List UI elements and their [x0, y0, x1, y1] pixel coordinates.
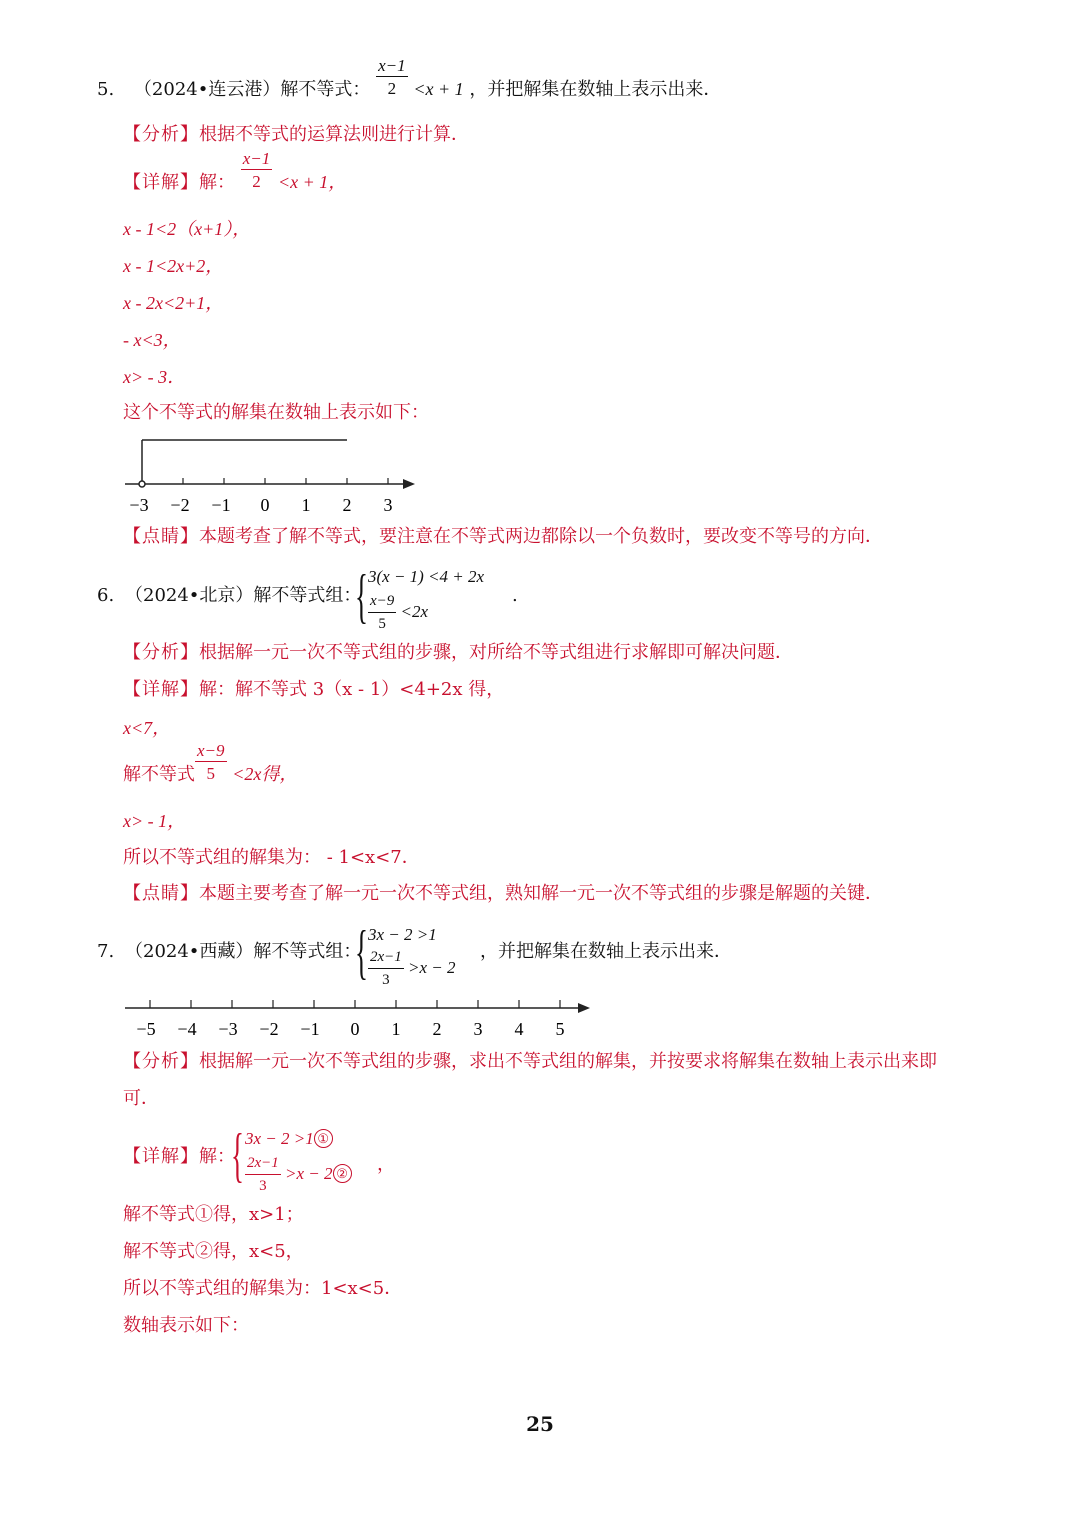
q7-detail [123, 1148, 235, 1166]
q5-step-3: x - 2x<2+1， [123, 293, 224, 313]
q5-comment [123, 528, 883, 546]
q5-analysis [123, 126, 469, 144]
q7-analysis-text-1: 根据解一元一次不等式组的步骤，求出不等式组的解集，并按要求将解集在数轴上表示出来即 [199, 1051, 937, 1072]
q5-step-2: x - 1<2x+2， [123, 256, 224, 276]
q7-detail-mark-1: ① [314, 1129, 333, 1148]
q5-analysis-text: 根据不等式的运算法则进行计算． [199, 124, 469, 145]
q7-number: 7. [97, 941, 115, 962]
q7-axis-label: 1 [391, 1019, 401, 1039]
q6-system-frac-denominator: 5 [378, 616, 386, 632]
q7-detail-tag: 【详解】 [123, 1146, 199, 1167]
q5-axis-arrow [403, 479, 415, 489]
q5-comment-text: 本题考查了解不等式，要注意在不等式两边都除以一个负数时，要改变不等号的方向． [199, 526, 883, 547]
q6-source: （2024•北京）解不等式组： [125, 585, 362, 606]
q6-detail [123, 681, 504, 699]
q5-detail-frac-numerator: x−1 [242, 149, 271, 168]
q7-axis-arrow [578, 1003, 590, 1013]
q7-analysis-tag: 【分析】 [123, 1051, 199, 1072]
q5-comment-tag: 【点睛】 [123, 526, 199, 547]
q5-step-4: - x<3， [123, 330, 181, 350]
q5-detail-intro: 解： [199, 172, 235, 193]
q7-analysis-text-2: 可． [123, 1088, 159, 1109]
q5-fraction [376, 57, 408, 97]
q6-analysis-text: 根据解一元一次不等式组的步骤，对所给不等式组进行求解即可解决问题． [199, 642, 793, 663]
page-number: 25 [526, 1412, 554, 1436]
q6-step-3: x> - 1， [123, 811, 186, 831]
q7-system-line-1: 3x − 2 >1 [368, 925, 437, 944]
q5-number-line [115, 430, 425, 520]
q5-axis-label: −3 [129, 495, 149, 515]
q7-detail-line-2 [245, 1155, 352, 1195]
q6-system-line-2 [368, 593, 428, 633]
q6-comment-tag: 【点睛】 [123, 883, 199, 904]
q6-system-fraction [368, 593, 396, 633]
q7-system-frac-numerator: 2x−1 [368, 949, 404, 969]
q7-axis-label: 4 [514, 1019, 524, 1039]
q7-step-2: 解不等式②得，x<5， [123, 1241, 304, 1262]
q5-step-1: x - 1<2（x+1）， [123, 219, 251, 239]
q5-analysis-tag: 【分析】 [123, 124, 199, 145]
q7-detail-fraction [245, 1155, 281, 1195]
q5-number: 5. [97, 79, 115, 100]
q5-detail-tag: 【详解】 [123, 172, 199, 193]
q7-system-line-2 [368, 949, 456, 989]
q6-analysis [123, 644, 793, 662]
q7-detail-intro: 解： [199, 1146, 235, 1167]
q5-axis-label: −2 [170, 495, 190, 515]
q6-conclusion: 所以不等式组的解集为： - 1<x<7． [123, 847, 420, 868]
q7-system-fraction [368, 949, 404, 989]
q6-step-2-pre: 解不等式 [123, 764, 195, 785]
q7-axis-label: 3 [473, 1019, 483, 1039]
q5-axis-ticks [183, 478, 388, 484]
q6-comment [123, 885, 883, 903]
q6-analysis-tag: 【分析】 [123, 642, 199, 663]
q5-source: （2024•连云港）解不等式： [133, 79, 371, 100]
q5-detail [123, 149, 347, 193]
q6-step-2-numerator: x−9 [197, 741, 225, 760]
q5-detail-rhs: <x + 1， [278, 172, 347, 192]
q5-axis-labels [129, 495, 392, 515]
q7-axis-label: 5 [555, 1019, 565, 1039]
q7-analysis [123, 1053, 937, 1071]
q7-detail-line-1-text: 3x − 2 >1 [245, 1129, 314, 1148]
q7-axis-ticks [150, 1000, 560, 1008]
q7-detail-line-1 [245, 1129, 333, 1149]
q7-axis-label: −2 [259, 1019, 279, 1039]
q6-comment-text: 本题主要考查了解一元一次不等式组，熟知解一元一次不等式组的步骤是解题的关键． [199, 883, 883, 904]
q5-detail-frac-denominator: 2 [252, 172, 261, 191]
q6-step-2-post: <2x得， [232, 764, 298, 784]
q7-conclusion: 所以不等式组的解集为：1<x<5． [123, 1278, 403, 1299]
q7-axis-labels [136, 1019, 564, 1039]
q7-detail-frac-denominator: 3 [259, 1178, 267, 1194]
q5-open-point [139, 481, 145, 487]
q6-system-frac-numerator: x−9 [368, 593, 396, 613]
q6-system-brace: { [355, 563, 368, 629]
q6-step-2 [123, 741, 298, 785]
q7-tail: ，并把解集在数轴上表示出来． [480, 941, 732, 962]
q6-detail-text: 解：解不等式 3（x - 1）<4+2x 得， [199, 679, 505, 700]
q7-detail-mark-2: ② [333, 1164, 352, 1183]
q7-system-frac-denominator: 3 [382, 972, 390, 988]
q5-axis-label: 1 [301, 495, 311, 515]
q7-number-line [115, 995, 600, 1045]
q7-axis-label: −4 [177, 1019, 197, 1039]
q5-axis-label: 0 [260, 495, 270, 515]
q7-axis-label: 0 [350, 1019, 360, 1039]
q6-system-line-1: 3(x − 1) <4 + 2x [368, 567, 485, 586]
q7-axis-label: 2 [432, 1019, 442, 1039]
q5-rhs: <x + 1 [413, 79, 464, 99]
q5-axis-caption: 这个不等式的解集在数轴上表示如下： [123, 402, 429, 423]
q5-detail-fraction [241, 150, 273, 190]
q7-axis-caption: 数轴表示如下： [123, 1315, 249, 1336]
q6-number: 6. [97, 585, 115, 606]
q5-frac-denominator: 2 [387, 79, 397, 98]
q7-axis-label: −1 [300, 1019, 320, 1039]
q5-step-5: x> - 3． [123, 367, 186, 387]
q5-axis-label: 2 [342, 495, 352, 515]
q6-step-2-fraction [195, 742, 227, 782]
q5-axis-label: −1 [211, 495, 231, 515]
q6-period: . [512, 585, 518, 606]
q7-axis-label: −3 [218, 1019, 238, 1039]
q7-system-brace: { [355, 919, 368, 985]
q6-step-1: x<7， [123, 718, 171, 738]
q7-detail-brace: { [231, 1122, 244, 1188]
q6-step-2-denominator: 5 [206, 764, 216, 783]
q7-system-line-2-rhs: >x − 2 [408, 957, 456, 977]
q6-system-line-2-rhs: <2x [400, 601, 429, 621]
q5-tail: ，并把解集在数轴上表示出来． [469, 79, 722, 100]
q7-detail-frac-numerator: 2x−1 [245, 1155, 281, 1175]
q7-axis-label: −5 [136, 1019, 156, 1039]
q6-detail-tag: 【详解】 [123, 679, 199, 700]
q7-source: （2024•西藏）解不等式组： [125, 941, 362, 962]
q7-detail-comma: ， [377, 1154, 395, 1175]
q7-detail-line-2-rhs: >x − 2 [285, 1163, 333, 1183]
q5-frac-numerator: x−1 [378, 56, 406, 75]
q5-statement [97, 56, 722, 100]
q7-step-1: 解不等式①得，x>1； [123, 1204, 304, 1225]
q5-axis-label: 3 [383, 495, 393, 515]
